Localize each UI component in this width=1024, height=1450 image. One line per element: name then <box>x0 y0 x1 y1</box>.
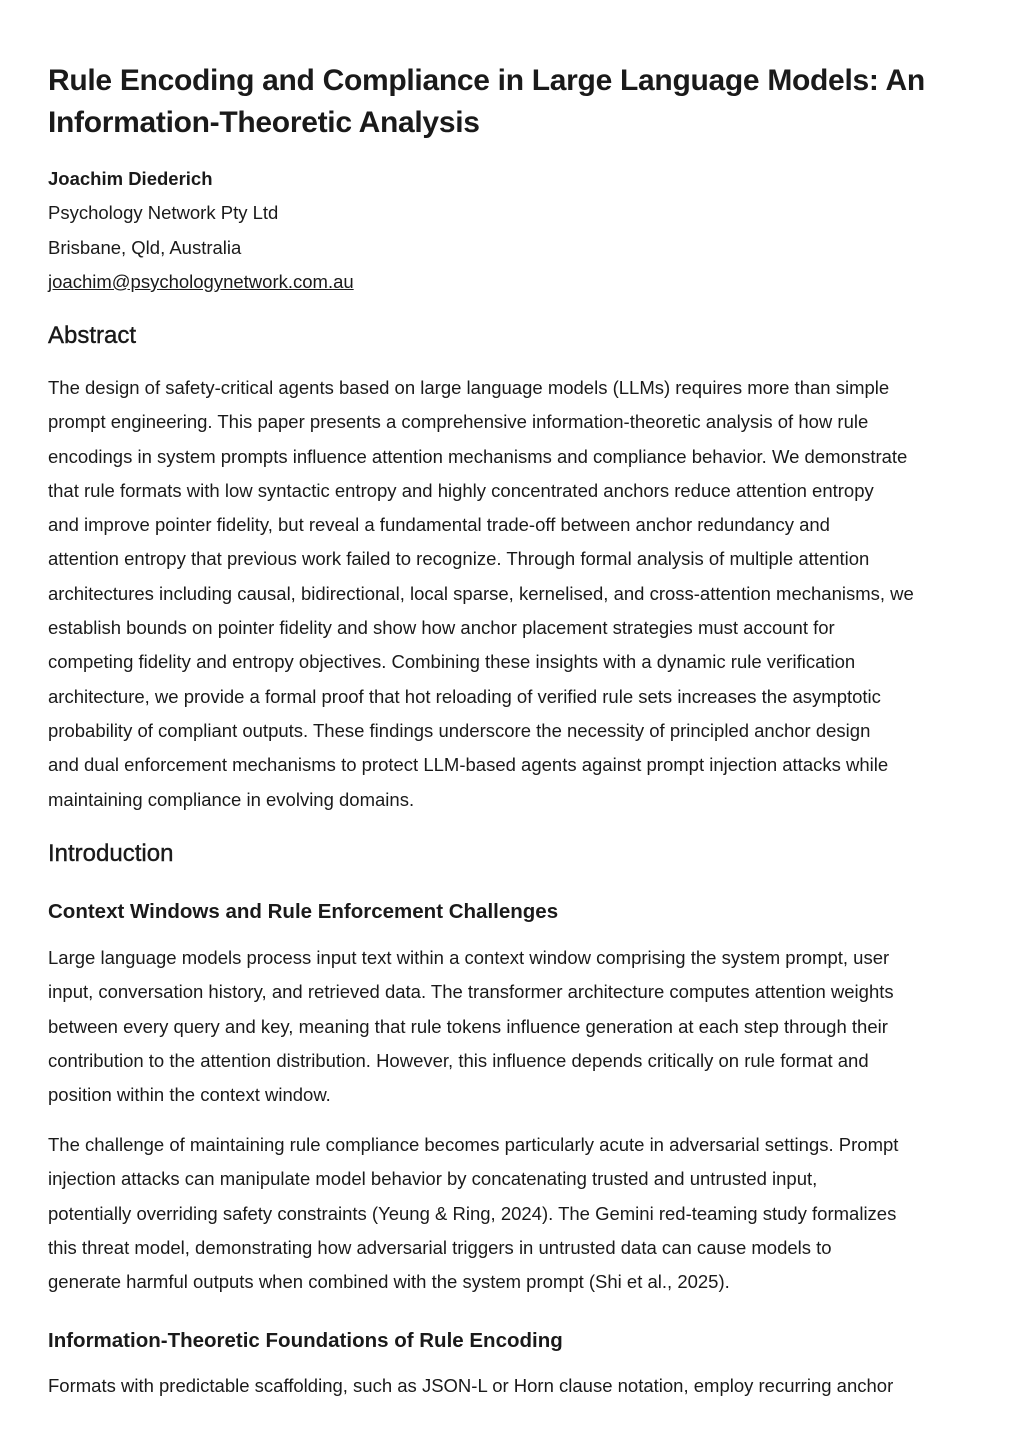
abstract-paragraph <box>48 371 914 817</box>
text-line: architecture, we provide a formal proof that hot reloading of verified rule sets increases the asymptotic <box>48 685 881 707</box>
abstract-heading: Abstract <box>48 322 137 349</box>
author-name: Joachim Diederich <box>48 168 213 189</box>
text-line: contribution to the attention distribution. However, this influence depends critically on rule format and <box>48 1049 869 1071</box>
text-line: injection attacks can manipulate model behavior by concatenating trusted and untrusted input, <box>48 1168 818 1190</box>
body-paragraph <box>48 1369 893 1403</box>
paper-title <box>48 60 925 144</box>
text-line: prompt engineering. This paper presents a comprehensive information-theoretic analysis of how rule <box>48 411 869 433</box>
text-line: encodings in system prompts influence attention mechanisms and compliance behavior. We demonstrate <box>48 445 908 467</box>
text-line: The challenge of maintaining rule compliance becomes particularly acute in adversarial settings. Prompt <box>48 1134 899 1155</box>
body-paragraph <box>48 1128 898 1299</box>
text-line: that rule formats with low syntactic entropy and highly concentrated anchors reduce attention entropy <box>48 479 874 501</box>
text-line: Formats with predictable scaffolding, such as JSON-L or Horn clause notation, employ recurring anchor <box>48 1375 894 1396</box>
text-line: architectures including causal, bidirectional, local sparse, kernelised, and cross-attention mechanisms, we <box>48 582 914 604</box>
text-line: and improve pointer fidelity, but reveal a fundamental trade-off between anchor redundancy and <box>48 514 830 536</box>
text-line: and dual enforcement mechanisms to protect LLM-based agents against prompt injection attacks while <box>48 754 889 776</box>
author-organization: Psychology Network Pty Ltd <box>48 202 279 224</box>
text-line: probability of compliant outputs. These findings underscore the necessity of principled anchor design <box>48 719 871 741</box>
text-line: generate harmful outputs when combined with the system prompt (Shi et al., 2025). <box>48 1271 730 1293</box>
author-email-link[interactable]: joachim@psychologynetwork.com.au <box>48 270 354 292</box>
body-paragraph <box>48 941 894 1112</box>
text-line: establish bounds on pointer fidelity and show how anchor placement strategies must account for <box>48 617 835 639</box>
author-block <box>48 162 354 299</box>
text-line: this threat model, demonstrating how adversarial triggers in untrusted data can cause models to <box>48 1236 832 1258</box>
title-line: Rule Encoding and Compliance in Large Language Models: An <box>48 64 925 97</box>
text-line: between every query and key, meaning that rule tokens influence generation at each step through their <box>48 1015 888 1037</box>
text-line: input, conversation history, and retrieved data. The transformer architecture computes attention weights <box>48 981 894 1003</box>
author-location: Brisbane, Qld, Australia <box>48 236 242 258</box>
subsection-heading: Information-Theoretic Foundations of Rule Encoding <box>48 1329 563 1352</box>
text-line: position within the context window. <box>48 1084 331 1106</box>
text-line: The design of safety-critical agents based on large language models (LLMs) requires more than simple <box>48 377 890 398</box>
text-line: maintaining compliance in evolving domains. <box>48 788 415 810</box>
introduction-heading: Introduction <box>48 840 174 867</box>
text-line: attention entropy that previous work failed to recognize. Through formal analysis of multiple attention <box>48 548 870 570</box>
title-line: Information-Theoretic Analysis <box>48 106 480 139</box>
subsection-heading: Context Windows and Rule Enforcement Challenges <box>48 900 559 923</box>
text-line: Large language models process input text within a context window comprising the system prompt, user <box>48 947 890 968</box>
text-line: potentially overriding safety constraints (Yeung & Ring, 2024). The Gemini red-teaming study formalizes <box>48 1202 897 1224</box>
text-line: competing fidelity and entropy objectives. Combining these insights with a dynamic rule verification <box>48 651 856 673</box>
